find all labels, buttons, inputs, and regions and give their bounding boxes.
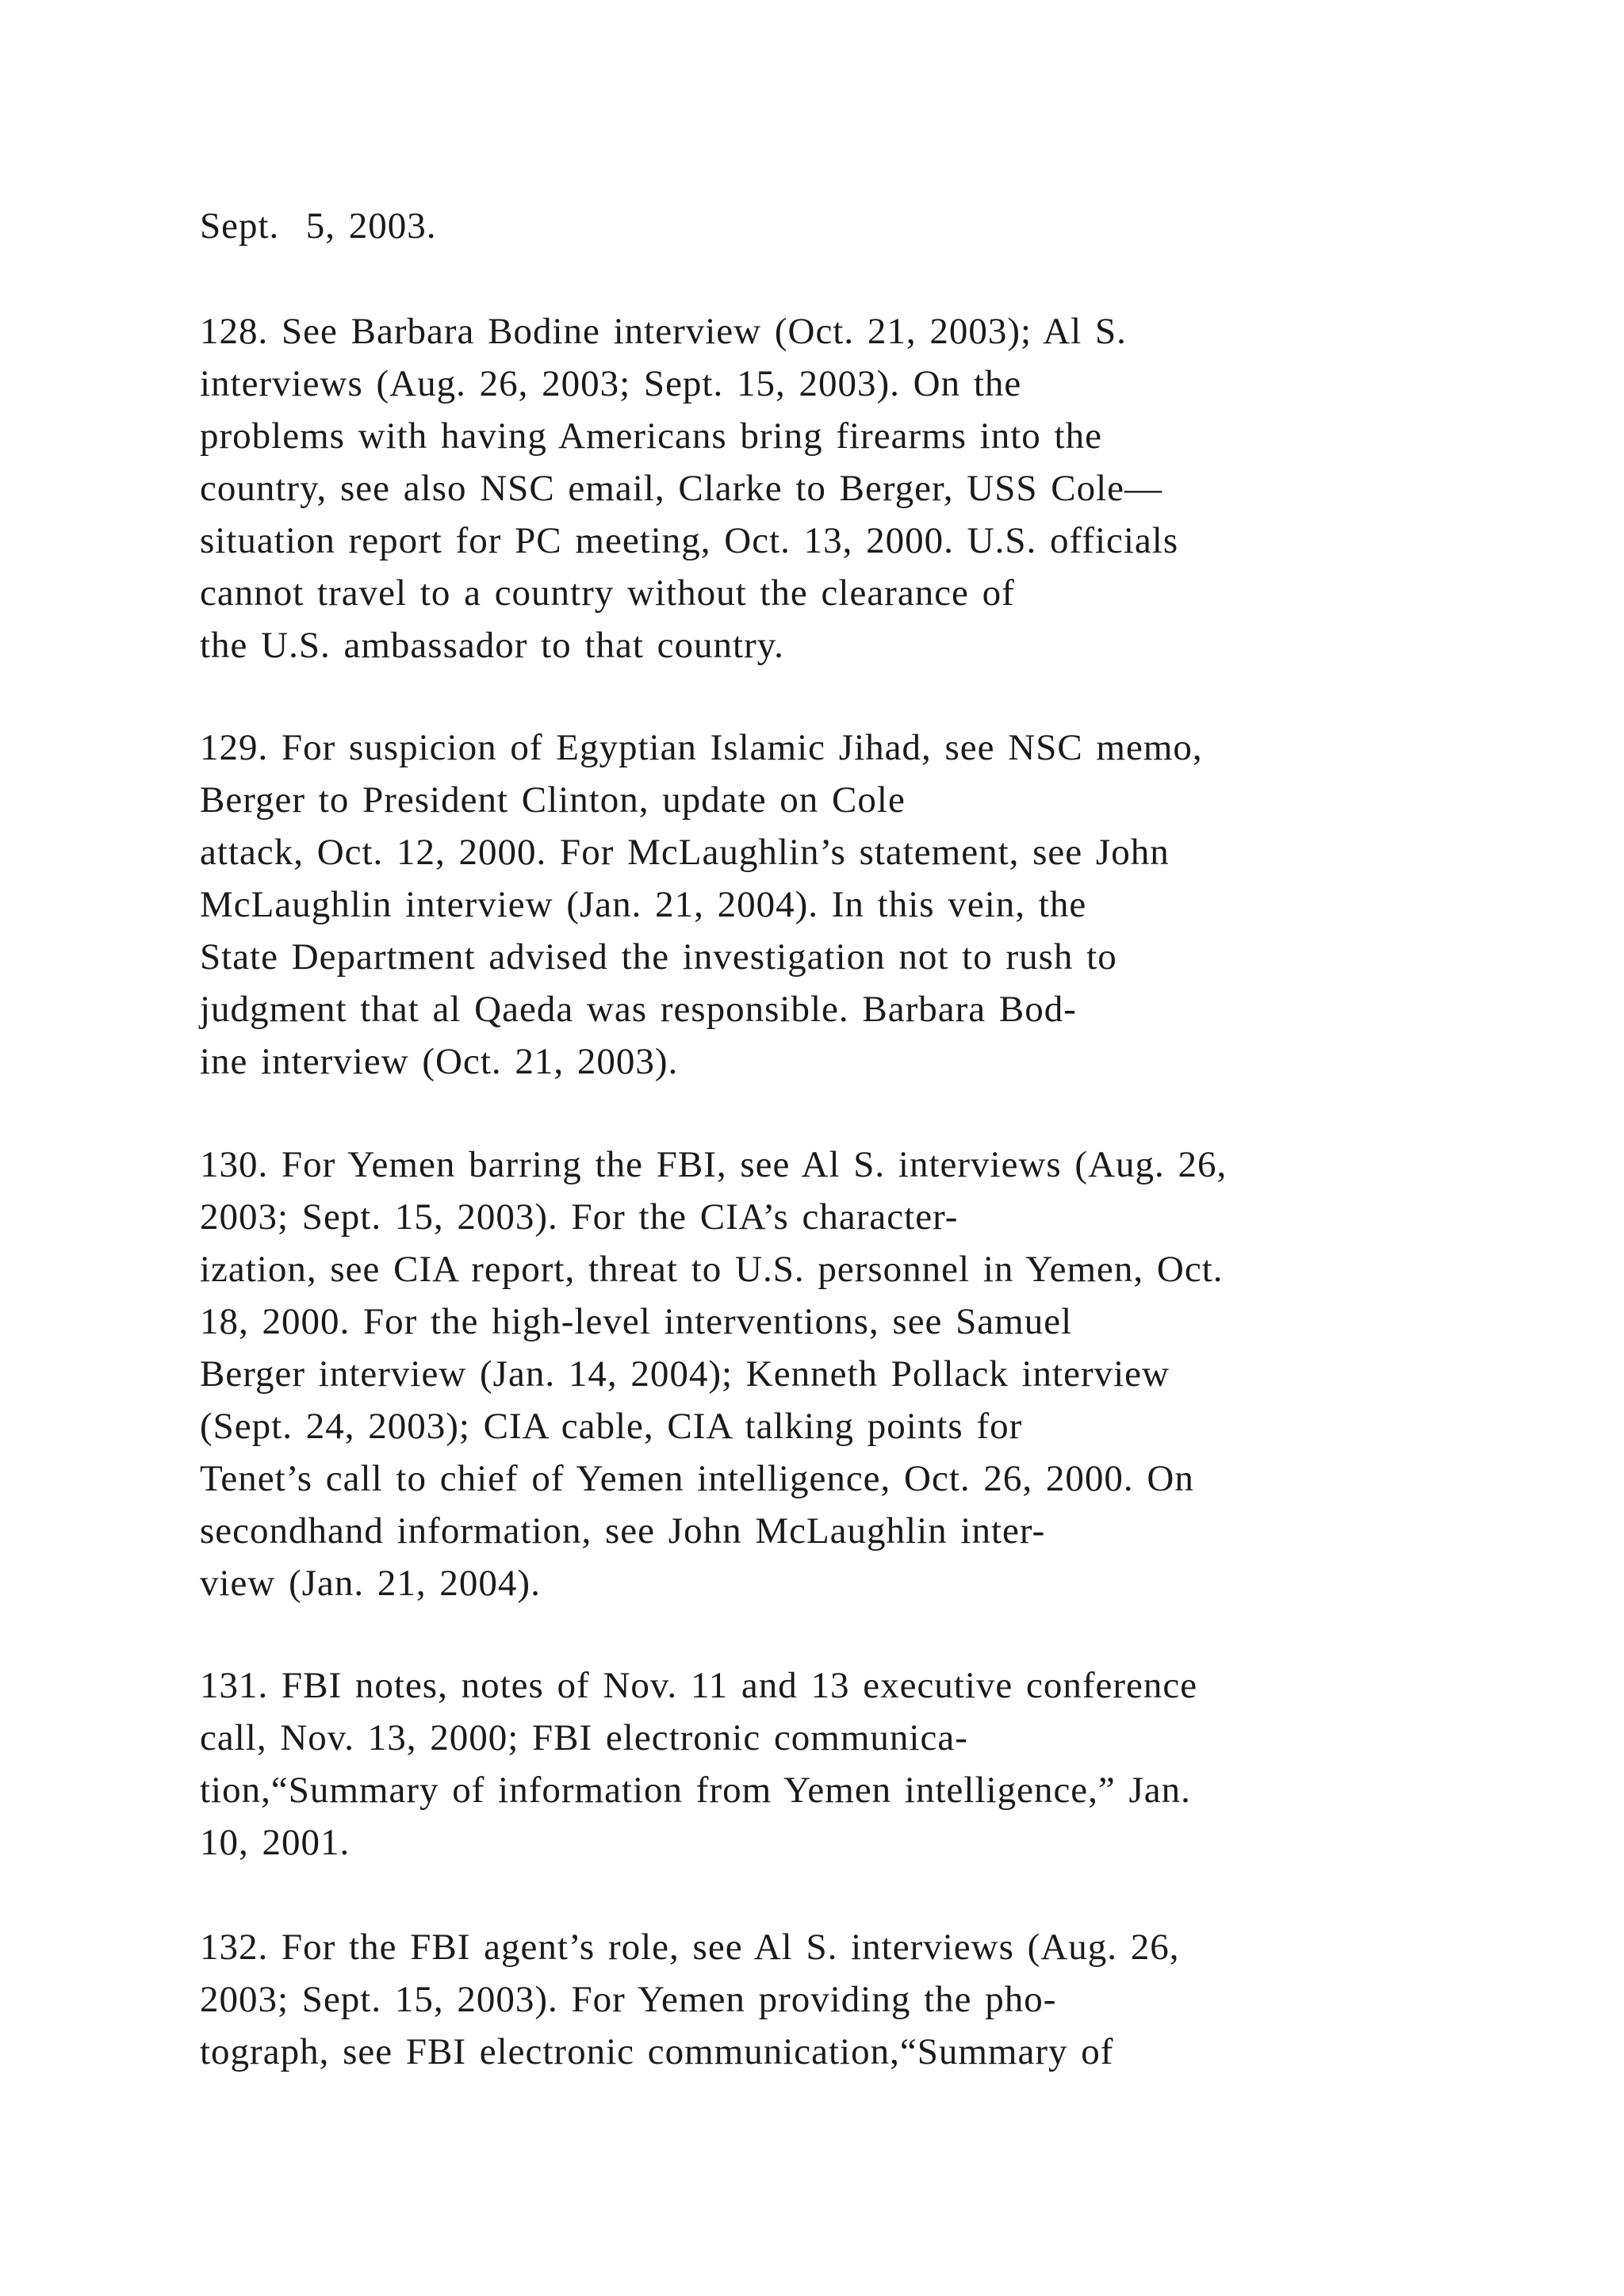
text-line: tion,“Summary of information from Yemen intelligence,” Jan.: [200, 1770, 1191, 1811]
text-line: cannot travel to a country without the clearance of: [200, 572, 1015, 614]
text-line: the U.S. ambassador to that country.: [200, 625, 784, 666]
text-line: country, see also NSC email, Clarke to Berger, USS Cole—: [200, 468, 1163, 509]
text-line: tograph, see FBI electronic communication,“Summary of: [200, 2031, 1114, 2072]
text-line: 2003; Sept. 15, 2003). For Yemen providing the pho-: [200, 1979, 1057, 2020]
text-line: 130. For Yemen barring the FBI, see Al S. interviews (Aug. 26,: [200, 1144, 1228, 1185]
text-line: 18, 2000. For the high-level interventions, see Samuel: [200, 1301, 1073, 1342]
text-line: 2003; Sept. 15, 2003). For the CIA’s character-: [200, 1196, 959, 1238]
text-line: Sept. 5, 2003.: [200, 205, 437, 247]
text-line: 131. FBI notes, notes of Nov. 11 and 13 executive conference: [200, 1665, 1198, 1706]
text-line: 132. For the FBI agent’s role, see Al S. interviews (Aug. 26,: [200, 1927, 1180, 1968]
text-line: 128. See Barbara Bodine interview (Oct. 21, 2003); Al S.: [200, 311, 1127, 352]
text-line: view (Jan. 21, 2004).: [200, 1563, 541, 1604]
text-line: ization, see CIA report, threat to U.S. personnel in Yemen, Oct.: [200, 1249, 1224, 1290]
text-line: State Department advised the investigation not to rush to: [200, 936, 1117, 978]
text-line: attack, Oct. 12, 2000. For McLaughlin’s statement, see John: [200, 832, 1170, 873]
text-line: interviews (Aug. 26, 2003; Sept. 15, 2003). On the: [200, 363, 1022, 404]
text-line: ine interview (Oct. 21, 2003).: [200, 1041, 679, 1082]
text-line: Berger to President Clinton, update on Cole: [200, 779, 906, 821]
text-line: Tenet’s call to chief of Yemen intelligence, Oct. 26, 2000. On: [200, 1458, 1194, 1499]
text-line: situation report for PC meeting, Oct. 13, 2000. U.S. officials: [200, 520, 1179, 561]
text-line: 129. For suspicion of Egyptian Islamic Jihad, see NSC memo,: [200, 727, 1203, 768]
text-line: McLaughlin interview (Jan. 21, 2004). In this vein, the: [200, 884, 1087, 925]
text-line: 10, 2001.: [200, 1822, 350, 1863]
text-line: call, Nov. 13, 2000; FBI electronic communica-: [200, 1717, 968, 1758]
text-line: (Sept. 24, 2003); CIA cable, CIA talking points for: [200, 1406, 1023, 1447]
text-line: judgment that al Qaeda was responsible. Barbara Bod-: [200, 989, 1077, 1030]
text-line: Berger interview (Jan. 14, 2004); Kenneth Pollack interview: [200, 1353, 1170, 1395]
text-line: problems with having Americans bring firearms into the: [200, 415, 1102, 457]
text-line: secondhand information, see John McLaughlin inter-: [200, 1510, 1046, 1552]
